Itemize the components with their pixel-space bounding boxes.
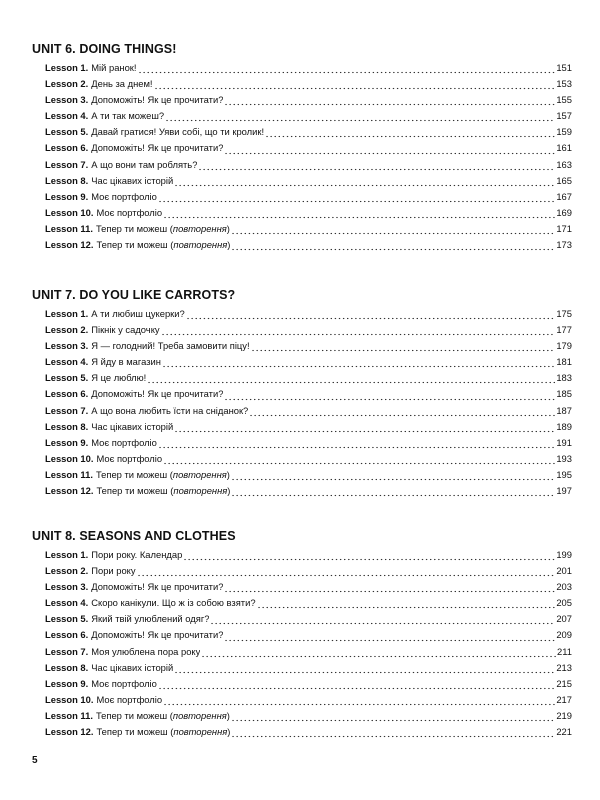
lesson-number: Lesson 9.	[45, 190, 89, 202]
lesson-page-number: 193	[556, 452, 572, 464]
note-close-paren: )	[226, 468, 230, 480]
toc-entry[interactable]	[32, 627, 572, 643]
dot-leader	[158, 193, 555, 203]
lesson-page-number: 155	[556, 94, 572, 106]
lesson-title	[91, 76, 152, 92]
lesson-page-number: 183	[556, 372, 572, 384]
lesson-title	[91, 644, 200, 660]
lesson-number: Lesson 3.	[45, 340, 89, 352]
lesson-title	[96, 724, 230, 740]
lesson-page-number: 151	[556, 62, 572, 73]
lesson-number: Lesson 8.	[45, 174, 89, 186]
toc-entry[interactable]	[32, 579, 572, 595]
lesson-title	[96, 221, 230, 237]
lesson-title-text: А ти так можеш?	[91, 110, 165, 122]
lesson-title-text: Тепер ти можеш (	[96, 485, 174, 497]
lesson-page-number: 159	[556, 126, 572, 138]
lesson-title	[91, 611, 209, 627]
lesson-title-text: Я йду в магазин	[91, 356, 161, 368]
dot-leader	[265, 128, 555, 138]
lesson-title	[96, 237, 230, 253]
lesson-title	[91, 92, 223, 108]
lesson-title	[91, 306, 184, 322]
lesson-title	[91, 676, 157, 692]
toc-entry[interactable]	[32, 595, 572, 611]
dot-leader	[201, 648, 556, 658]
lesson-list	[32, 306, 572, 499]
lesson-title-text: Скоро канікули. Що ж із собою взяти?	[91, 597, 256, 609]
lesson-title	[96, 451, 162, 467]
lesson-title-text: Час цікавих історій	[91, 174, 174, 186]
lesson-title-text: Моє портфоліо	[96, 206, 163, 218]
toc-entry[interactable]	[32, 467, 572, 483]
lesson-title-text: Пори року	[91, 565, 136, 577]
lesson-title-text: Моє портфоліо	[91, 436, 157, 448]
toc-entry[interactable]	[32, 92, 572, 108]
lesson-title	[91, 354, 161, 370]
toc-entry[interactable]	[32, 189, 572, 205]
lesson-title-text: Моє портфоліо	[96, 452, 163, 464]
lesson-page-number: 221	[556, 726, 572, 738]
lesson-title-text: Допоможіть! Як це прочитати?	[91, 94, 224, 106]
lesson-page-number: 209	[556, 629, 572, 641]
lesson-title-text: Який твій улюблений одяг?	[91, 613, 210, 625]
toc-entry[interactable]	[32, 563, 572, 579]
lesson-title-text: Моє портфоліо	[96, 693, 163, 705]
lesson-title-text: Тепер ти можеш (	[96, 726, 174, 738]
lesson-title-text: Допоможіть! Як це прочитати?	[91, 388, 224, 400]
toc-entry[interactable]	[32, 370, 572, 386]
lesson-title-text: День за днем!	[91, 78, 153, 90]
toc-entry[interactable]	[32, 306, 572, 322]
toc-entry[interactable]	[32, 205, 572, 221]
toc-entry[interactable]	[32, 157, 572, 173]
dot-leader	[165, 112, 555, 122]
toc-entry[interactable]	[32, 660, 572, 676]
lesson-page-number: 163	[556, 158, 572, 170]
lesson-page-number: 187	[556, 404, 572, 416]
unit-heading: UNIT 6. DOING THINGS!	[32, 42, 177, 56]
lesson-number: Lesson 5.	[45, 613, 89, 625]
dot-leader	[224, 632, 555, 642]
lesson-page-number: 207	[556, 613, 572, 625]
dot-leader	[231, 728, 555, 738]
toc-entry[interactable]	[32, 676, 572, 692]
lesson-title	[91, 124, 264, 140]
lesson-title-text: А що вона любить їсти на сніданок?	[91, 404, 249, 416]
toc-entry[interactable]	[32, 237, 572, 253]
toc-entry[interactable]	[32, 644, 572, 660]
lesson-title	[96, 692, 162, 708]
lesson-page-number: 157	[556, 110, 572, 122]
lesson-title-text: Допоможіть! Як це прочитати?	[91, 142, 224, 154]
lesson-title	[96, 467, 230, 483]
toc-entry[interactable]	[32, 419, 572, 435]
dot-leader	[183, 551, 555, 561]
lesson-title	[91, 563, 135, 579]
lesson-title-text: А що вони там роблять?	[91, 158, 198, 170]
toc-entry[interactable]	[32, 221, 572, 237]
lesson-page-number: 153	[556, 78, 572, 90]
lesson-title	[91, 627, 223, 643]
lesson-title-text: Час цікавих історій	[91, 420, 174, 432]
dot-leader	[231, 471, 555, 481]
lesson-number: Lesson 3.	[45, 581, 89, 593]
note-close-paren: )	[227, 726, 231, 738]
toc-entry[interactable]	[32, 354, 572, 370]
lesson-page-number: 173	[556, 239, 572, 251]
toc-entry[interactable]	[32, 611, 572, 627]
lesson-title	[91, 435, 157, 451]
lesson-page-number: 215	[556, 677, 572, 689]
lesson-number: Lesson 7.	[45, 404, 89, 416]
lesson-page-number: 185	[556, 388, 572, 400]
lesson-title	[91, 140, 223, 156]
dot-leader	[158, 439, 555, 449]
lesson-page-number: 195	[556, 468, 572, 480]
dot-leader	[231, 241, 555, 251]
lesson-title	[96, 483, 230, 499]
lesson-note: повторення	[172, 222, 227, 234]
lesson-number: Lesson 7.	[45, 645, 89, 657]
toc-entry[interactable]	[32, 483, 572, 499]
dot-leader	[163, 696, 555, 706]
toc-entry[interactable]	[32, 708, 572, 724]
dot-leader	[251, 342, 556, 352]
lesson-title	[91, 157, 197, 173]
lesson-title-text: Допоможіть! Як це прочитати?	[91, 629, 224, 641]
lesson-title-text: Я це люблю!	[91, 372, 147, 384]
lesson-title	[91, 189, 157, 205]
toc-entry[interactable]	[32, 124, 572, 140]
lesson-number: Lesson 11.	[45, 709, 93, 721]
lesson-page-number: 213	[556, 661, 572, 673]
dot-leader	[174, 423, 555, 433]
lesson-title	[91, 579, 223, 595]
lesson-page-number: 211	[557, 645, 572, 657]
toc-entry[interactable]	[32, 140, 572, 156]
lesson-page-number: 199	[556, 549, 572, 560]
lesson-number: Lesson 6.	[45, 142, 89, 154]
toc-entry[interactable]	[32, 60, 572, 76]
dot-leader	[224, 583, 555, 593]
toc-entry[interactable]	[32, 108, 572, 124]
toc-entry[interactable]	[32, 451, 572, 467]
note-close-paren: )	[227, 239, 231, 251]
lesson-title	[91, 173, 173, 189]
lesson-number: Lesson 7.	[45, 158, 89, 170]
lesson-list	[32, 547, 572, 740]
lesson-title-text: А ти любиш цукерки?	[91, 308, 185, 319]
lesson-number: Lesson 2.	[45, 324, 89, 336]
lesson-page-number: 203	[556, 581, 572, 593]
toc-entry[interactable]	[32, 322, 572, 338]
lesson-number: Lesson 1.	[45, 549, 89, 560]
lesson-list	[32, 60, 572, 253]
lesson-number: Lesson 12.	[45, 239, 94, 251]
toc-entry[interactable]	[32, 692, 572, 708]
toc-entry[interactable]	[32, 403, 572, 419]
dot-leader	[231, 487, 555, 497]
lesson-page-number: 217	[556, 693, 572, 705]
lesson-title	[91, 386, 223, 402]
lesson-page-number: 167	[556, 190, 572, 202]
lesson-page-number: 169	[556, 206, 572, 218]
lesson-title-text: Давай гратися! Уяви собі, що ти кролик!	[91, 126, 265, 138]
lesson-title	[91, 547, 182, 563]
lesson-number: Lesson 11.	[45, 222, 93, 234]
lesson-title-text: Тепер ти можеш (	[95, 709, 173, 721]
lesson-number: Lesson 6.	[45, 388, 89, 400]
unit-7-section	[32, 286, 572, 499]
lesson-number: Lesson 12.	[45, 485, 94, 497]
lesson-page-number: 181	[556, 356, 572, 368]
toc-entry[interactable]	[32, 338, 572, 354]
lesson-title	[96, 708, 230, 724]
lesson-title-text: Час цікавих історій	[91, 661, 174, 673]
lesson-number: Lesson 5.	[45, 126, 89, 138]
toc-entry[interactable]	[32, 724, 572, 740]
dot-leader	[224, 96, 555, 106]
lesson-title	[91, 60, 136, 76]
dot-leader	[198, 161, 555, 171]
lesson-page-number: 189	[556, 420, 572, 432]
lesson-number: Lesson 5.	[45, 372, 89, 384]
note-close-paren: )	[226, 709, 230, 721]
lesson-title	[91, 108, 164, 124]
dot-leader	[257, 599, 556, 609]
lesson-title	[91, 370, 146, 386]
lesson-number: Lesson 3.	[45, 94, 89, 106]
dot-leader	[231, 712, 555, 722]
toc-entry[interactable]	[32, 386, 572, 402]
toc-entry[interactable]	[32, 173, 572, 189]
lesson-number: Lesson 1.	[45, 308, 89, 319]
unit-heading: UNIT 7. DO YOU LIKE CARROTS?	[32, 288, 236, 302]
lesson-number: Lesson 9.	[45, 436, 89, 448]
lesson-page-number: 219	[556, 709, 572, 721]
lesson-title-text: Тепер ти можеш (	[96, 239, 174, 251]
toc-entry[interactable]	[32, 435, 572, 451]
lesson-title-text: Моє портфоліо	[91, 190, 157, 202]
dot-leader	[163, 209, 555, 219]
lesson-page-number: 201	[556, 565, 572, 577]
lesson-title-text: Допоможіть! Як це прочитати?	[91, 581, 224, 593]
dot-leader	[147, 374, 555, 384]
lesson-title-text: Тепер ти можеш (	[95, 468, 173, 480]
lesson-number: Lesson 4.	[45, 356, 89, 368]
lesson-title	[91, 338, 249, 354]
lesson-page-number: 161	[556, 142, 572, 154]
lesson-title-text: Моє портфоліо	[91, 677, 157, 689]
lesson-title	[91, 595, 255, 611]
dot-leader	[210, 615, 555, 625]
lesson-number: Lesson 12.	[45, 726, 94, 738]
lesson-note: повторення	[172, 709, 227, 721]
dot-leader	[137, 567, 556, 577]
lesson-title-text: Тепер ти можеш (	[95, 222, 173, 234]
lesson-page-number: 175	[556, 308, 572, 319]
dot-leader	[158, 680, 555, 690]
dot-leader	[154, 80, 556, 90]
lesson-title	[91, 403, 248, 419]
dot-leader	[231, 225, 555, 235]
lesson-page-number: 171	[556, 222, 572, 234]
dot-leader	[174, 177, 555, 187]
unit-heading: UNIT 8. SEASONS AND CLOTHES	[32, 529, 236, 543]
lesson-note: повторення	[173, 239, 228, 251]
lesson-page-number: 205	[556, 597, 572, 609]
unit-6-section	[32, 40, 572, 253]
lesson-number: Lesson 2.	[45, 78, 89, 90]
dot-leader	[249, 407, 555, 417]
dot-leader	[138, 64, 556, 74]
lesson-number: Lesson 8.	[45, 420, 89, 432]
lesson-number: Lesson 4.	[45, 597, 89, 609]
page-number: 5	[32, 755, 38, 766]
lesson-number: Lesson 8.	[45, 661, 89, 673]
dot-leader	[186, 310, 556, 320]
dot-leader	[224, 391, 555, 401]
lesson-title-text: Мій ранок!	[91, 62, 137, 73]
lesson-page-number: 165	[556, 174, 572, 186]
lesson-number: Lesson 1.	[45, 62, 89, 73]
lesson-number: Lesson 6.	[45, 629, 89, 641]
dot-leader	[174, 664, 555, 674]
lesson-title	[96, 205, 162, 221]
dot-leader	[161, 326, 556, 336]
lesson-title-text: Пікнік у садочку	[91, 324, 160, 336]
lesson-page-number: 177	[556, 324, 572, 336]
toc-entry[interactable]	[32, 547, 572, 563]
note-close-paren: )	[227, 485, 231, 497]
lesson-number: Lesson 2.	[45, 565, 89, 577]
lesson-number: Lesson 11.	[45, 468, 93, 480]
lesson-note: повторення	[173, 726, 228, 738]
lesson-note: повторення	[173, 485, 228, 497]
lesson-title-text: Моя улюблена пора року	[91, 645, 201, 657]
lesson-page-number: 197	[556, 485, 572, 497]
lesson-number: Lesson 4.	[45, 110, 89, 122]
note-close-paren: )	[226, 222, 230, 234]
unit-8-section	[32, 527, 572, 740]
lesson-page-number: 191	[556, 436, 572, 448]
lesson-title	[91, 660, 173, 676]
lesson-number: Lesson 9.	[45, 677, 89, 689]
lesson-number: Lesson 10.	[45, 206, 94, 218]
dot-leader	[224, 145, 555, 155]
toc-entry[interactable]	[32, 76, 572, 92]
lesson-title	[91, 322, 159, 338]
lesson-number: Lesson 10.	[45, 452, 94, 464]
lesson-title	[91, 419, 173, 435]
lesson-number: Lesson 10.	[45, 693, 94, 705]
dot-leader	[162, 358, 555, 368]
lesson-page-number: 179	[556, 340, 572, 352]
lesson-title-text: Я — голодний! Треба замовити піцу!	[91, 340, 250, 352]
dot-leader	[163, 455, 555, 465]
lesson-note: повторення	[172, 468, 227, 480]
lesson-title-text: Пори року. Календар	[91, 549, 183, 560]
